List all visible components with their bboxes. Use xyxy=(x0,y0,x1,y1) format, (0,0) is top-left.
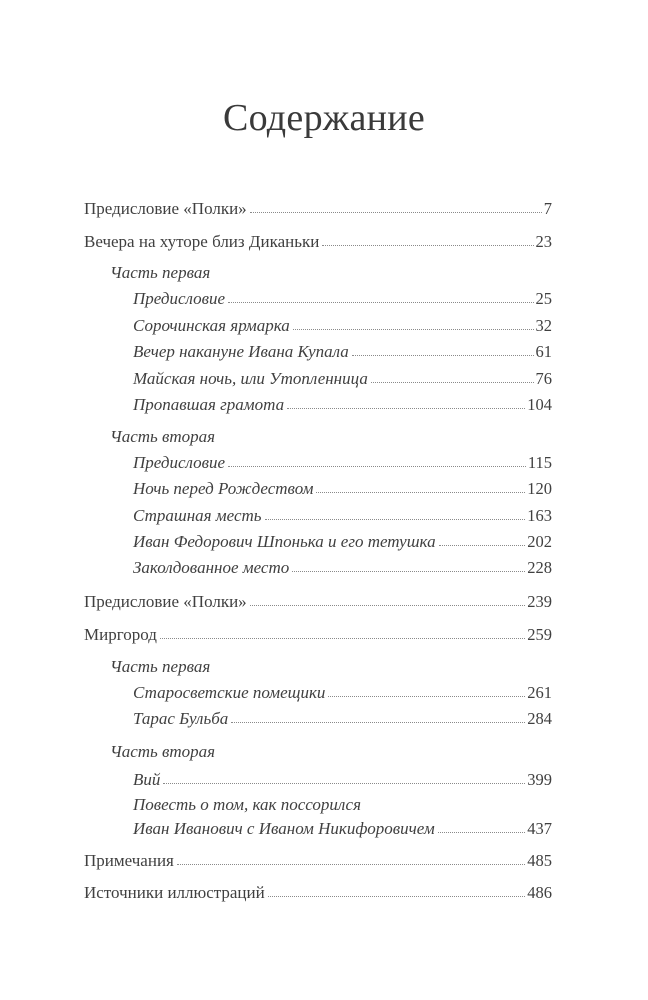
leader-dots xyxy=(231,721,525,723)
leader-dots xyxy=(177,863,525,865)
toc-entry[interactable] xyxy=(133,316,552,336)
toc-entry-page: 486 xyxy=(527,883,552,902)
toc-entry-page: 202 xyxy=(527,532,552,551)
toc-entry-page: 115 xyxy=(527,453,552,472)
leader-dots xyxy=(293,328,534,330)
toc-entry-label: Заколдованное место xyxy=(133,558,290,577)
leader-dots xyxy=(265,518,526,520)
toc-entry-label: Иван Федорович Шпонька и его тетушка xyxy=(133,532,436,551)
toc-entry-page: 76 xyxy=(535,369,552,388)
toc-entry-label: Вечер накануне Ивана Купала xyxy=(133,342,349,361)
toc-entry[interactable] xyxy=(84,883,552,903)
toc-entry-label: Вечера на хуторе близ Диканьки xyxy=(84,232,320,251)
toc-entry-page: 399 xyxy=(527,770,552,789)
toc-entry-page: 284 xyxy=(527,709,552,728)
leader-dots xyxy=(316,491,525,493)
toc-entry-page: 485 xyxy=(527,851,552,870)
toc-entry[interactable] xyxy=(133,558,552,578)
toc-entry-label: Вий xyxy=(133,770,161,789)
leader-dots xyxy=(163,782,525,784)
leader-dots xyxy=(328,695,525,697)
toc-entry-label: Сорочинская ярмарка xyxy=(133,316,290,335)
toc-entry-label: Предисловие xyxy=(133,289,226,308)
toc-entry[interactable] xyxy=(133,453,552,473)
toc-entry-label-line1: Повесть о том, как поссорился xyxy=(133,795,361,814)
part-heading: Часть первая xyxy=(110,263,211,282)
toc-entry[interactable] xyxy=(84,232,552,252)
toc-entry[interactable] xyxy=(133,532,552,552)
toc-entry-page: 23 xyxy=(535,232,552,251)
leader-dots xyxy=(371,381,534,383)
toc-entry-label: Предисловие «Полки» xyxy=(84,199,247,218)
toc-entry[interactable] xyxy=(84,199,552,219)
toc-entry-page: 239 xyxy=(527,592,552,611)
toc-entry[interactable] xyxy=(133,395,552,415)
leader-dots xyxy=(287,407,525,409)
part-heading: Часть первая xyxy=(110,657,211,676)
toc-entry-label: Источники иллюстраций xyxy=(84,883,265,902)
leader-dots xyxy=(268,895,526,897)
toc-entry-page: 259 xyxy=(527,625,552,644)
toc-entry-label: Примечания xyxy=(84,851,174,870)
toc-entry[interactable] xyxy=(133,795,552,839)
toc-entry[interactable] xyxy=(84,625,552,645)
toc-entry-label-line2: Иван Иванович с Иваном Никифоровичем xyxy=(133,819,435,838)
toc-entry-label: Пропавшая грамота xyxy=(133,395,285,414)
leader-dots xyxy=(228,301,533,303)
part-heading: Часть вторая xyxy=(110,742,216,761)
toc-entry[interactable] xyxy=(84,851,552,871)
leader-dots xyxy=(160,637,525,639)
toc-entry-page: 228 xyxy=(527,558,552,577)
toc-entry-label: Ночь перед Рождеством xyxy=(133,479,314,498)
page-title: Содержание xyxy=(222,97,426,139)
toc-entry-label: Миргород xyxy=(84,625,157,644)
leader-dots xyxy=(250,604,526,606)
toc-entry-page: 261 xyxy=(527,683,552,702)
toc-entry-page: 25 xyxy=(535,289,552,308)
toc-entry-label: Предисловие «Полки» xyxy=(84,592,247,611)
toc-entry-label: Майская ночь, или Утопленница xyxy=(133,369,368,388)
leader-dots xyxy=(228,465,526,467)
toc-entry-label: Тарас Бульба xyxy=(133,709,229,728)
toc-entry-page: 163 xyxy=(527,506,552,525)
toc-entry-page: 120 xyxy=(527,479,552,498)
toc-entry[interactable] xyxy=(133,506,552,526)
toc-entry-label: Предисловие xyxy=(133,453,226,472)
leader-dots xyxy=(352,354,534,356)
part-heading: Часть вторая xyxy=(110,427,216,446)
toc-entry-page: 104 xyxy=(527,395,552,414)
toc-entry-label: Старосветские помещики xyxy=(133,683,326,702)
leader-dots xyxy=(292,570,525,572)
toc-entry[interactable] xyxy=(133,369,552,389)
toc-entry[interactable] xyxy=(133,479,552,499)
toc-entry[interactable] xyxy=(84,592,552,612)
toc-entry-page: 437 xyxy=(527,819,552,838)
toc-entry[interactable] xyxy=(133,683,552,703)
toc-entry[interactable] xyxy=(133,709,552,729)
leader-dots xyxy=(322,244,533,246)
toc-entry-label: Страшная месть xyxy=(133,506,262,525)
toc-entry[interactable] xyxy=(133,342,552,362)
toc-entry[interactable] xyxy=(133,289,552,309)
toc-entry-page: 7 xyxy=(543,199,552,218)
toc-entry[interactable] xyxy=(133,770,552,790)
toc-entry-page: 32 xyxy=(535,316,552,335)
leader-dots xyxy=(438,832,526,833)
leader-dots xyxy=(250,211,542,213)
toc-entry-page: 61 xyxy=(535,342,552,361)
leader-dots xyxy=(439,544,526,546)
